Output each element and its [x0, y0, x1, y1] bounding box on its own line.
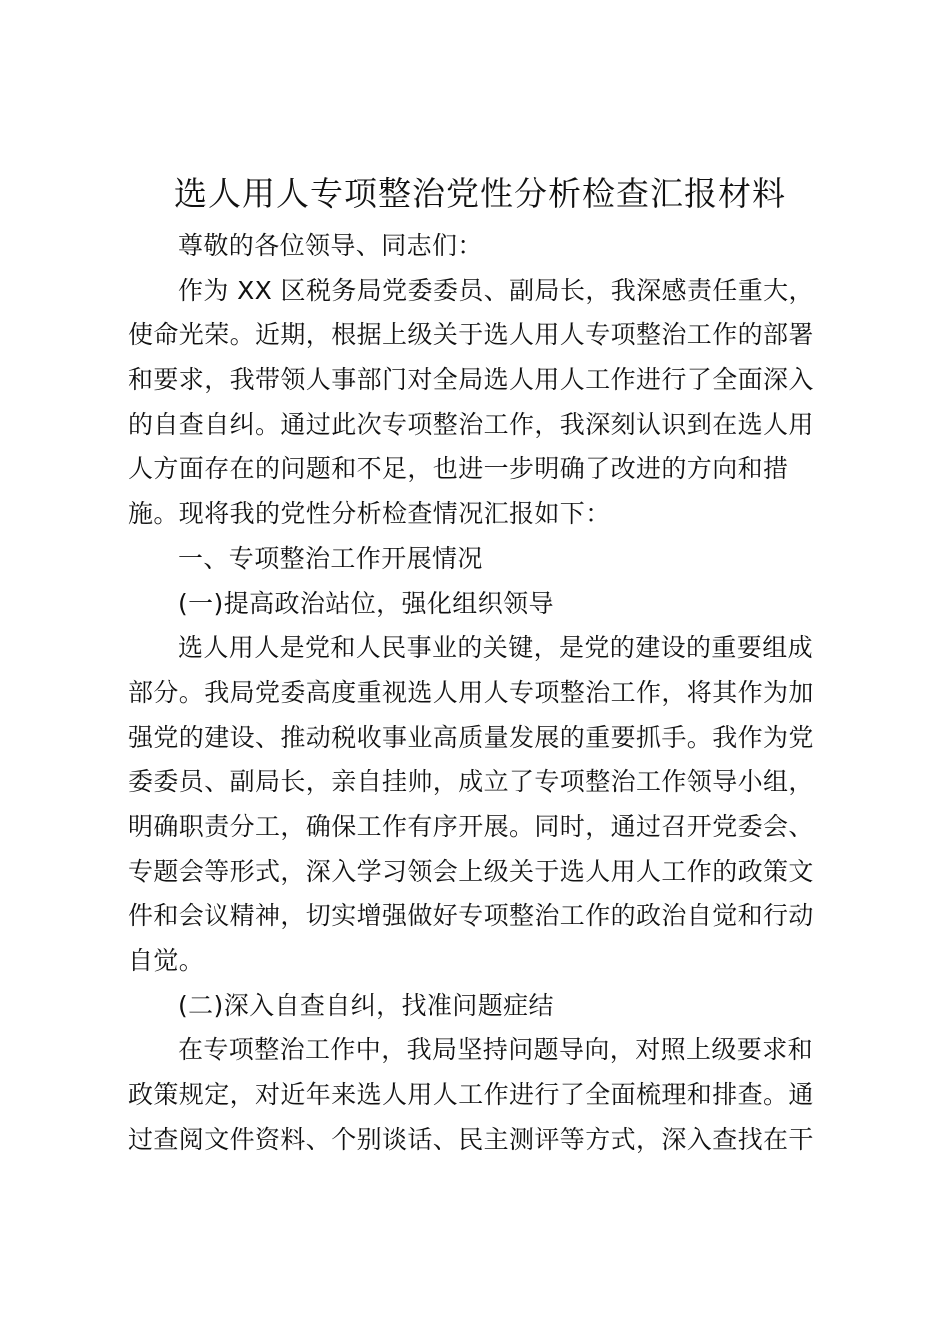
text-line: 明确职责分工，确保工作有序开展。同时，通过召开党委会、 — [128, 811, 814, 841]
document-body — [128, 224, 824, 1162]
text-line: 一、专项整治工作开展情况 — [178, 543, 483, 573]
text-line: 强党的建设、推动税收事业高质量发展的重要抓手。我作为党 — [128, 722, 814, 752]
text-line: 专题会等形式，深入学习领会上级关于选人用人工作的政策文 — [128, 856, 814, 886]
text-line: 尊敬的各位领导、同志们： — [178, 231, 483, 260]
text-line: 的自查自纠。通过此次专项整治工作，我深刻认识到在选人用 — [128, 409, 814, 439]
text-line: 选人用人是党和人民事业的关键，是党的建设的重要组成 — [178, 633, 814, 663]
text-line: 自觉。 — [128, 946, 205, 975]
text-line: (二)深入自查自纠，找准问题症结 — [178, 990, 554, 1020]
text-line: 在专项整治工作中，我局坚持问题导向，对照上级要求和 — [178, 1035, 814, 1065]
text-line: 施。现将我的党性分析检查情况汇报如下： — [128, 499, 611, 529]
text-line: 和要求，我带领人事部门对全局选人用人工作进行了全面深入 — [128, 365, 814, 395]
text-line: 作为 XX 区税务局党委委员、副局长，我深感责任重大， — [178, 275, 814, 305]
text-line: (一)提高政治站位，强化组织领导 — [178, 588, 554, 618]
document-title: 选人用人专项整治党性分析检查汇报材料 — [174, 174, 786, 213]
text-line: 部分。我局党委高度重视选人用人专项整治工作，将其作为加 — [128, 677, 814, 707]
text-line: 委委员、副局长，亲自挂帅，成立了专项整治工作领导小组， — [128, 767, 814, 797]
text-line: 件和会议精神，切实增强做好专项整治工作的政治自觉和行动 — [128, 901, 814, 931]
text-line: 人方面存在的问题和不足，也进一步明确了改进的方向和措 — [128, 454, 789, 484]
text-line: 过查阅文件资料、个别谈话、民主测评等方式，深入查找在干 — [128, 1124, 814, 1154]
text-line: 使命光荣。近期，根据上级关于选人用人专项整治工作的部署 — [128, 320, 814, 350]
text-line: 政策规定，对近年来选人用人工作进行了全面梳理和排查。通 — [128, 1080, 814, 1110]
